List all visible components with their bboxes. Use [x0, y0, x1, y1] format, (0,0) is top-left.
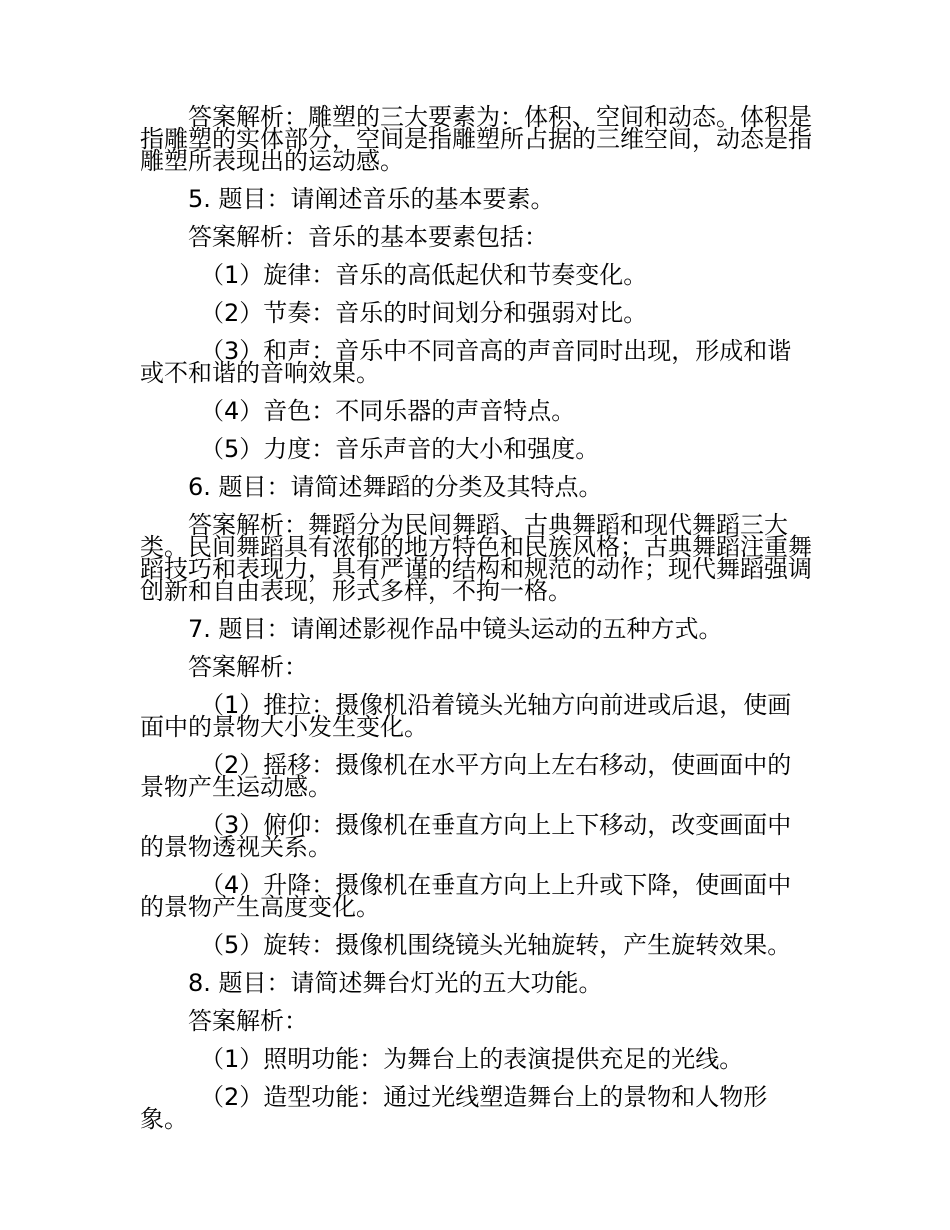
answer-item-crane: （4）升降：摄像机在垂直方向上上升或下降，使画面中的景物产生高度变化。 [140, 871, 792, 921]
answer-item-push-pull: （1）推拉：摄像机沿着镜头光轴方向前进或后退，使画面中的景物大小发生变化。 [140, 691, 792, 741]
answer-item-rhythm: （2）节奏：音乐的时间划分和强弱对比。 [200, 299, 648, 327]
answer-item-lighting: （1）照明功能：为舞台上的表演提供充足的光线。 [200, 1045, 744, 1073]
answer-item-pan: （2）摇移：摄像机在水平方向上左右移动，使画面中的景物产生运动感。 [140, 751, 792, 801]
answer-paragraph-sculpture: 答案解析：雕塑的三大要素为：体积、空间和动态。体积是指雕塑的实体部分，空间是指雕塑所占据的三维空间，动态是指雕塑所表现出的运动感。 [140, 103, 812, 175]
answer-intro-7: 答案解析： [188, 653, 308, 681]
question-6: 6. 题目：请简述舞蹈的分类及其特点。 [188, 473, 603, 501]
answer-item-modeling: （2）造型功能：通过光线塑造舞台上的景物和人物形象。 [140, 1083, 768, 1133]
answer-intro-8: 答案解析： [188, 1007, 308, 1035]
answer-item-harmony: （3）和声：音乐中不同音高的声音同时出现，形成和谐或不和谐的音响效果。 [140, 337, 792, 387]
question-5: 5. 题目：请阐述音乐的基本要素。 [188, 185, 555, 213]
question-7: 7. 题目：请阐述影视作品中镜头运动的五种方式。 [188, 615, 723, 643]
answer-item-rotate: （5）旋转：摄像机围绕镜头光轴旋转，产生旋转效果。 [200, 931, 792, 959]
document-page [140, 103, 812, 1146]
answer-item-tilt: （3）俯仰：摄像机在垂直方向上上下移动，改变画面中的景物透视关系。 [140, 811, 792, 861]
answer-paragraph-dance: 答案解析：舞蹈分为民间舞蹈、古典舞蹈和现代舞蹈三大类。民间舞蹈具有浓郁的地方特色和民族风格；古典舞蹈注重舞蹈技巧和表现力，具有严谨的结构和规范的动作；现代舞蹈强调创新和自由表现，形式多样，不拘一格。 [140, 511, 812, 605]
answer-item-dynamics: （5）力度：音乐声音的大小和强度。 [200, 435, 600, 463]
answer-item-timbre: （4）音色：不同乐器的声音特点。 [200, 397, 576, 425]
answer-item-melody: （1）旋律：音乐的高低起伏和节奏变化。 [200, 261, 648, 289]
question-8: 8. 题目：请简述舞台灯光的五大功能。 [188, 969, 603, 997]
answer-intro-5: 答案解析：音乐的基本要素包括： [188, 223, 548, 251]
